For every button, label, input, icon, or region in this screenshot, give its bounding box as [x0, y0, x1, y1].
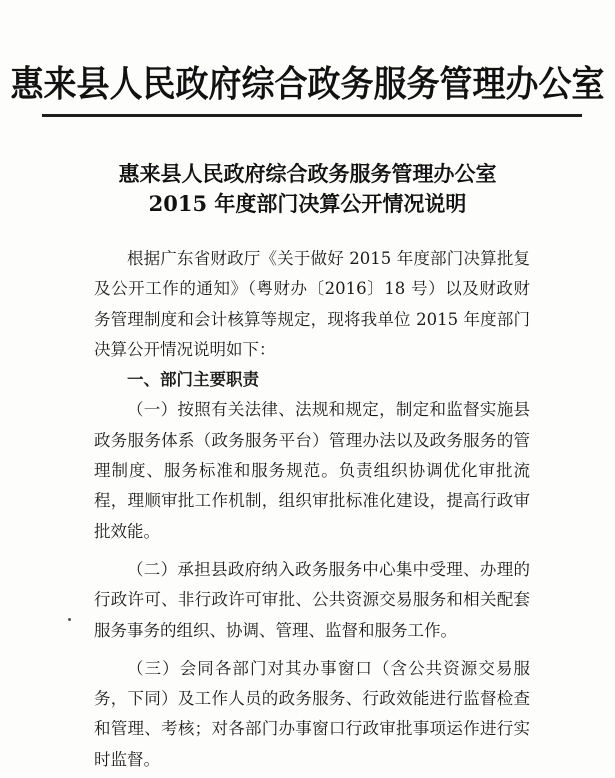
letterhead-title: 惠来县人民政府综合政务服务管理办公室 — [10, 62, 605, 105]
intro-paragraph: 根据广东省财政厅《关于做好 2015 年度部门决算批复及公开工作的通知》（粤财办〔2016〕18 号）以及财政财务管理制度和会计核算等规定，现将我单位 2015 年度部门决算公开情况说明如下： — [94, 249, 530, 359]
letterhead-rule — [42, 114, 582, 117]
paragraph-spacer — [94, 547, 530, 555]
document-title-line-1: 惠来县人民政府综合政务服务管理办公室 — [118, 161, 497, 186]
section-heading: 一、部门主要职责 — [127, 370, 259, 390]
document-body — [94, 244, 530, 775]
paragraph-spacer — [94, 646, 530, 654]
document-title-line-2: 2015 年度部门决算公开情况说明 — [148, 191, 467, 216]
duty-item-1: （一）按照有关法律、法规和规定，制定和监督实施县政务服务体系（政务服务平台）管理办法以及政务服务的管理制度、服务标准和服务规范。负责组织协调优化审批流程，理顺审批工作机制，组织审批标准化建设，提高行政审批效能。 — [94, 400, 530, 541]
scan-speck — [68, 618, 71, 621]
duty-item-3: （三）会同各部门对其办事窗口（含公共资源交易服务，下同）及工作人员的政务服务、行政效能进行监督检查和管理、考核；对各部门办事窗口行政审批事项运作进行实时监督。 — [94, 658, 530, 769]
duty-item-2: （二）承担县政府纳入政务服务中心集中受理、办理的行政许可、非行政许可审批、公共资源交易服务和相关配套服务事务的组织、协调、管理、监督和服务工作。 — [94, 559, 530, 640]
